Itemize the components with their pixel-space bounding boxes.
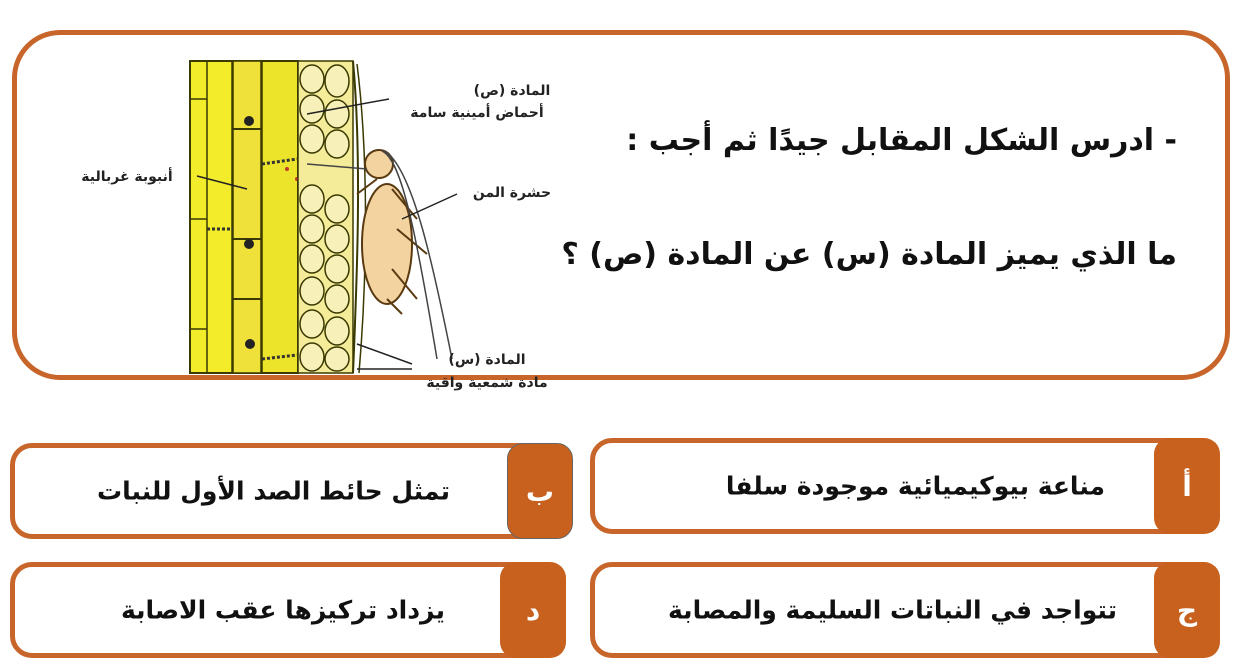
option-letter-badge: أ (1154, 438, 1220, 534)
label-substance-y-desc: أحماض أمينية سامة (410, 105, 544, 121)
question-instruction: - ادرس الشكل المقابل جيدًا ثم أجب : (626, 123, 1177, 158)
question-box (12, 30, 1230, 391)
label-substance-x-desc: مادة شمعية واقية (426, 375, 548, 391)
option-letter-badge: ب (507, 443, 573, 539)
option-a[interactable] (590, 438, 1220, 534)
option-letter-badge: ج (1154, 562, 1220, 658)
label-substance-x-title: المادة (س) (448, 352, 526, 368)
option-text: مناعة بيوكيميائية موجودة سلفا (725, 471, 1105, 501)
option-text: تمثل حائط الصد الأول للنبات (96, 476, 450, 506)
option-b[interactable] (10, 443, 565, 539)
label-substance-y-title: المادة (ص) (473, 83, 551, 99)
option-c[interactable] (590, 562, 1220, 658)
option-d[interactable] (10, 562, 565, 658)
option-letter-badge: د (500, 562, 566, 658)
option-text: يزداد تركيزها عقب الاصابة (120, 595, 445, 625)
question-text: ما الذي يميز المادة (س) عن المادة (ص) ؟ (561, 237, 1177, 272)
label-sieve-tube: أنبوبة غربالية (81, 169, 173, 185)
parenchyma-tissue (298, 61, 366, 373)
label-aphid: حشرة المن (472, 185, 552, 201)
plant-aphid-figure (57, 59, 597, 404)
option-text: تتواجد في النباتات السليمة والمصابة (668, 595, 1117, 625)
